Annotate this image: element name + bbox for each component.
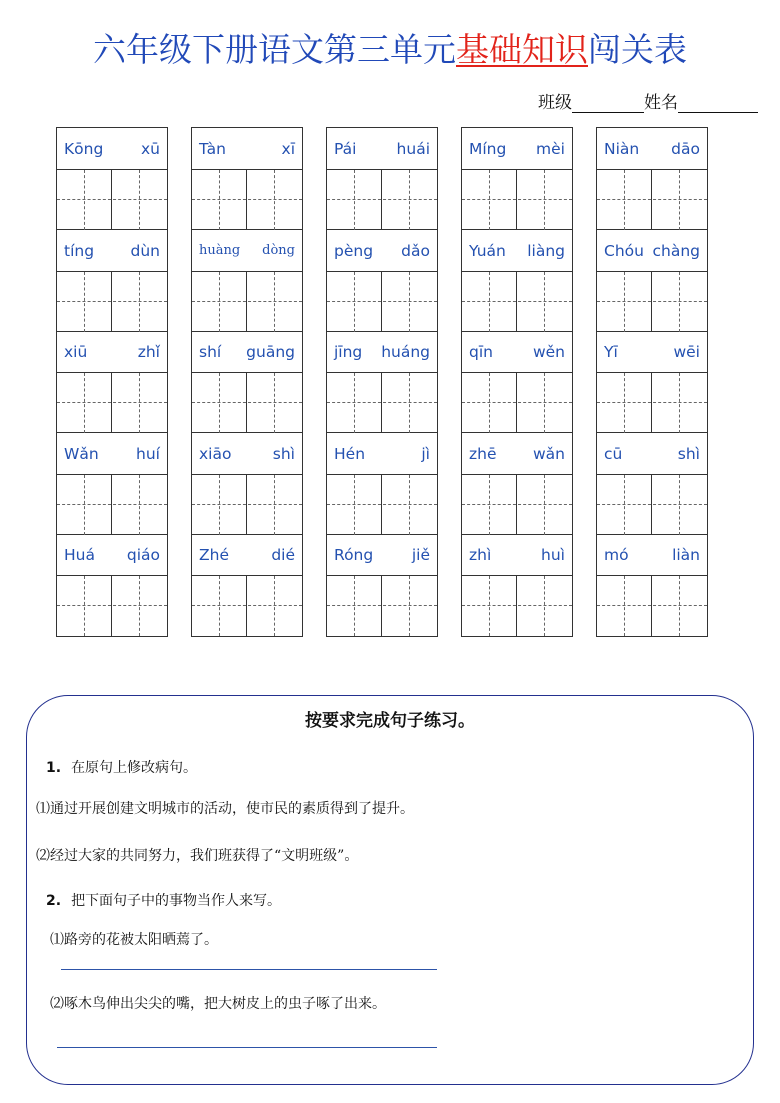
title-highlight: 基础知识 — [456, 30, 588, 69]
cell-divider — [111, 576, 112, 636]
pinyin-block — [462, 534, 572, 636]
pinyin-block — [57, 433, 167, 535]
cell-guide-line — [624, 475, 625, 535]
pinyin-label-row — [57, 128, 167, 170]
title-suffix: 闯关表 — [588, 30, 687, 69]
pinyin-syllable: pèng — [334, 241, 374, 260]
pinyin-block — [57, 534, 167, 636]
cell-divider — [246, 272, 247, 332]
pinyin-syllable: cū — [604, 444, 623, 463]
question-2 — [46, 890, 281, 910]
answer-line-2[interactable] — [57, 1047, 437, 1048]
pinyin-label-row — [57, 230, 167, 272]
pinyin-syllable: liàng — [527, 241, 565, 260]
pinyin-column-4 — [461, 127, 573, 637]
pinyin-label-row — [192, 128, 302, 170]
cell-guide-line — [462, 301, 572, 302]
character-writing-cells[interactable] — [327, 373, 437, 433]
pinyin-syllable: Niàn — [604, 140, 640, 158]
pinyin-label-row — [462, 230, 572, 272]
cell-guide-line — [57, 605, 167, 606]
pinyin-syllable: qīn — [469, 343, 493, 362]
cell-divider — [516, 373, 517, 433]
title-main: 六年级下册语文第三单元 — [93, 30, 456, 69]
pinyin-syllable: guāng — [246, 343, 295, 362]
pinyin-column-5 — [596, 127, 708, 637]
question-2-number: 2. — [46, 893, 62, 909]
pinyin-block — [57, 230, 167, 332]
pinyin-label-row — [327, 331, 437, 373]
pinyin-syllable: huái — [396, 140, 430, 158]
cell-guide-line — [84, 373, 85, 433]
cell-guide-line — [354, 272, 355, 332]
cell-guide-line — [274, 475, 275, 535]
cell-guide-line — [327, 504, 437, 505]
cell-guide-line — [597, 504, 707, 505]
pinyin-block — [192, 128, 302, 230]
cell-divider — [516, 272, 517, 332]
cell-guide-line — [327, 301, 437, 302]
cell-guide-line — [679, 475, 680, 535]
pinyin-block — [327, 331, 437, 433]
question-2-item-2: ⑵啄木鸟伸出尖尖的嘴，把大树皮上的虫子啄了出来。 — [50, 996, 386, 1012]
cell-guide-line — [624, 373, 625, 433]
pinyin-syllable: zhǐ — [137, 343, 160, 362]
pinyin-syllable: xū — [141, 140, 160, 158]
cell-guide-line — [489, 475, 490, 535]
cell-divider — [381, 576, 382, 636]
pinyin-label-row — [57, 331, 167, 373]
cell-guide-line — [679, 576, 680, 636]
cell-guide-line — [409, 576, 410, 636]
character-writing-cells[interactable] — [57, 576, 167, 636]
pinyin-label-row — [57, 534, 167, 576]
character-writing-cells[interactable] — [57, 170, 167, 230]
class-blank[interactable] — [572, 95, 644, 113]
cell-guide-line — [139, 170, 140, 230]
cell-guide-line — [462, 605, 572, 606]
pinyin-syllable: mèi — [536, 140, 565, 158]
question-1-item-2: ⑵经过大家的共同努力，我们班获得了“文明班级”。 — [36, 848, 359, 864]
pinyin-syllable: Huá — [64, 546, 95, 565]
question-1 — [46, 757, 197, 777]
pinyin-label-row — [192, 331, 302, 373]
pinyin-block — [597, 331, 707, 433]
pinyin-syllable: qiáo — [126, 546, 160, 565]
pinyin-syllable: Wǎn — [64, 444, 99, 463]
cell-guide-line — [139, 272, 140, 332]
pinyin-label-row — [462, 331, 572, 373]
cell-guide-line — [274, 272, 275, 332]
cell-guide-line — [219, 272, 220, 332]
cell-divider — [651, 576, 652, 636]
cell-guide-line — [219, 170, 220, 230]
pinyin-label-row — [327, 433, 437, 475]
cell-guide-line — [462, 504, 572, 505]
pinyin-syllable: xī — [281, 140, 295, 158]
cell-guide-line — [57, 199, 167, 200]
pinyin-column-3 — [326, 127, 438, 637]
cell-guide-line — [597, 301, 707, 302]
question-1-text: 在原句上修改病句。 — [71, 760, 198, 776]
character-writing-cells[interactable] — [462, 475, 572, 535]
cell-guide-line — [192, 402, 302, 403]
cell-guide-line — [354, 475, 355, 535]
cell-divider — [651, 475, 652, 535]
cell-divider — [651, 373, 652, 433]
pinyin-block — [597, 534, 707, 636]
pinyin-column-2 — [191, 127, 303, 637]
character-writing-cells[interactable] — [192, 475, 302, 535]
cell-guide-line — [489, 272, 490, 332]
cell-guide-line — [544, 475, 545, 535]
cell-guide-line — [274, 576, 275, 636]
name-blank[interactable] — [678, 95, 758, 113]
cell-guide-line — [139, 475, 140, 535]
cell-guide-line — [84, 475, 85, 535]
pinyin-syllable: wǎn — [533, 444, 565, 463]
cell-guide-line — [327, 605, 437, 606]
cell-guide-line — [139, 576, 140, 636]
pinyin-block — [327, 433, 437, 535]
pinyin-syllable: dāo — [671, 140, 700, 158]
cell-guide-line — [354, 576, 355, 636]
cell-guide-line — [192, 301, 302, 302]
cell-divider — [111, 373, 112, 433]
pinyin-syllable: shì — [677, 444, 700, 463]
cell-divider — [246, 475, 247, 535]
pinyin-syllable: mó — [604, 546, 629, 565]
pinyin-syllable: Zhé — [199, 546, 229, 565]
pinyin-label-row — [462, 128, 572, 170]
pinyin-block — [462, 230, 572, 332]
pinyin-syllable: huì — [541, 546, 565, 565]
cell-guide-line — [192, 504, 302, 505]
worksheet-title — [0, 24, 780, 71]
cell-guide-line — [409, 272, 410, 332]
cell-divider — [381, 475, 382, 535]
character-writing-cells[interactable] — [597, 373, 707, 433]
pinyin-label-row — [597, 128, 707, 170]
cell-divider — [381, 373, 382, 433]
pinyin-syllable: Chóu — [604, 241, 644, 260]
pinyin-syllable: huáng — [381, 343, 430, 362]
character-writing-cells[interactable] — [57, 475, 167, 535]
pinyin-syllable: Tàn — [199, 140, 226, 158]
cell-guide-line — [489, 576, 490, 636]
character-writing-cells[interactable] — [462, 373, 572, 433]
cell-guide-line — [489, 373, 490, 433]
character-writing-cells[interactable] — [57, 272, 167, 332]
pinyin-block — [327, 230, 437, 332]
cell-guide-line — [219, 576, 220, 636]
cell-divider — [516, 475, 517, 535]
cell-divider — [246, 373, 247, 433]
pinyin-block — [192, 331, 302, 433]
cell-guide-line — [219, 475, 220, 535]
cell-guide-line — [192, 199, 302, 200]
cell-guide-line — [409, 373, 410, 433]
character-writing-cells[interactable] — [597, 475, 707, 535]
cell-guide-line — [84, 576, 85, 636]
pinyin-syllable: xiāo — [199, 444, 232, 463]
character-writing-cells[interactable] — [327, 475, 437, 535]
pinyin-block — [597, 433, 707, 535]
pinyin-label-row — [57, 433, 167, 475]
question-1-item-1: ⑴通过开展创建文明城市的活动，使市民的素质得到了提升。 — [36, 801, 414, 817]
pinyin-syllable: dié — [271, 546, 295, 565]
pinyin-syllable: huí — [136, 444, 160, 463]
pinyin-syllable: shí — [199, 343, 222, 362]
pinyin-block — [192, 230, 302, 332]
cell-guide-line — [544, 272, 545, 332]
cell-guide-line — [274, 373, 275, 433]
character-writing-cells[interactable] — [192, 576, 302, 636]
pinyin-label-row — [192, 230, 302, 272]
cell-guide-line — [462, 199, 572, 200]
cell-divider — [381, 272, 382, 332]
character-writing-cells[interactable] — [192, 170, 302, 230]
pinyin-syllable: huàng — [199, 242, 241, 258]
cell-guide-line — [219, 373, 220, 433]
cell-guide-line — [544, 373, 545, 433]
pinyin-syllable: Yuán — [469, 241, 506, 260]
cell-guide-line — [544, 170, 545, 230]
cell-guide-line — [409, 170, 410, 230]
cell-guide-line — [624, 170, 625, 230]
pinyin-syllable: Pái — [334, 140, 357, 158]
cell-guide-line — [679, 373, 680, 433]
cell-guide-line — [84, 272, 85, 332]
character-writing-cells[interactable] — [462, 170, 572, 230]
pinyin-syllable: wěn — [532, 343, 565, 362]
cell-divider — [381, 170, 382, 230]
question-1-number: 1. — [46, 760, 62, 776]
character-writing-cells[interactable] — [597, 170, 707, 230]
pinyin-block — [597, 128, 707, 230]
pinyin-block — [597, 230, 707, 332]
cell-guide-line — [624, 272, 625, 332]
cell-guide-line — [57, 402, 167, 403]
pinyin-label-row — [462, 433, 572, 475]
cell-divider — [111, 170, 112, 230]
cell-guide-line — [679, 170, 680, 230]
pinyin-syllable: jiě — [411, 546, 430, 565]
pinyin-block — [462, 433, 572, 535]
pinyin-block — [462, 331, 572, 433]
cell-divider — [651, 170, 652, 230]
cell-guide-line — [327, 199, 437, 200]
class-name-fields — [538, 88, 758, 113]
pinyin-syllable: zhì — [469, 546, 492, 565]
pinyin-syllable: xiū — [64, 343, 88, 362]
pinyin-block — [327, 534, 437, 636]
cell-divider — [516, 170, 517, 230]
question-2-text: 把下面句子中的事物当作人来写。 — [71, 893, 282, 909]
pinyin-syllable: wēi — [673, 343, 700, 362]
cell-divider — [246, 170, 247, 230]
pinyin-block — [57, 128, 167, 230]
answer-line-1[interactable] — [61, 969, 437, 970]
cell-divider — [111, 475, 112, 535]
cell-guide-line — [624, 576, 625, 636]
pinyin-block — [192, 433, 302, 535]
pinyin-label-row — [597, 534, 707, 576]
character-writing-cells[interactable] — [192, 272, 302, 332]
pinyin-label-row — [192, 534, 302, 576]
cell-guide-line — [192, 605, 302, 606]
character-writing-cells[interactable] — [462, 576, 572, 636]
cell-guide-line — [57, 504, 167, 505]
exercise-title: 按要求完成句子练习。 — [305, 711, 475, 731]
pinyin-column-1 — [56, 127, 168, 637]
cell-guide-line — [274, 170, 275, 230]
character-writing-cells[interactable] — [597, 272, 707, 332]
cell-guide-line — [597, 402, 707, 403]
pinyin-syllable: jīng — [334, 343, 363, 362]
pinyin-block — [57, 331, 167, 433]
cell-divider — [246, 576, 247, 636]
cell-guide-line — [679, 272, 680, 332]
pinyin-syllable: tíng — [64, 241, 95, 260]
class-label: 班级 — [538, 93, 572, 113]
cell-guide-line — [139, 373, 140, 433]
pinyin-syllable: Míng — [469, 140, 507, 158]
character-writing-cells[interactable] — [462, 272, 572, 332]
pinyin-label-row — [192, 433, 302, 475]
name-label: 姓名 — [644, 93, 678, 113]
pinyin-block — [462, 128, 572, 230]
character-writing-cells[interactable] — [327, 170, 437, 230]
pinyin-syllable: Róng — [334, 546, 374, 565]
pinyin-label-row — [597, 331, 707, 373]
character-writing-cells[interactable] — [57, 373, 167, 433]
cell-guide-line — [57, 301, 167, 302]
pinyin-syllable: dǎo — [401, 241, 430, 260]
character-writing-cells[interactable] — [192, 373, 302, 433]
pinyin-syllable: dùn — [130, 241, 160, 260]
pinyin-label-row — [597, 230, 707, 272]
pinyin-block — [327, 128, 437, 230]
pinyin-syllable: zhē — [469, 444, 497, 463]
pinyin-syllable: shì — [272, 444, 295, 463]
cell-divider — [651, 272, 652, 332]
pinyin-syllable: jì — [421, 444, 430, 463]
pinyin-label-row — [462, 534, 572, 576]
character-writing-cells[interactable] — [327, 576, 437, 636]
pinyin-label-row — [327, 534, 437, 576]
cell-guide-line — [409, 475, 410, 535]
cell-guide-line — [544, 576, 545, 636]
cell-guide-line — [489, 170, 490, 230]
cell-guide-line — [597, 199, 707, 200]
cell-guide-line — [597, 605, 707, 606]
cell-guide-line — [462, 402, 572, 403]
question-2-item-1: ⑴路旁的花被太阳晒蔫了。 — [50, 932, 218, 948]
cell-divider — [111, 272, 112, 332]
pinyin-syllable: liàn — [672, 546, 700, 565]
cell-guide-line — [327, 402, 437, 403]
pinyin-syllable: Kōng — [64, 140, 104, 158]
cell-guide-line — [354, 373, 355, 433]
pinyin-label-row — [327, 128, 437, 170]
cell-divider — [516, 576, 517, 636]
pinyin-syllable: Hén — [334, 444, 366, 463]
pinyin-syllable: Yī — [604, 343, 618, 362]
pinyin-syllable: chàng — [652, 241, 700, 260]
cell-guide-line — [354, 170, 355, 230]
pinyin-syllable: dòng — [262, 242, 295, 258]
character-writing-cells[interactable] — [597, 576, 707, 636]
pinyin-label-row — [597, 433, 707, 475]
character-writing-cells[interactable] — [327, 272, 437, 332]
cell-guide-line — [84, 170, 85, 230]
pinyin-block — [192, 534, 302, 636]
pinyin-label-row — [327, 230, 437, 272]
